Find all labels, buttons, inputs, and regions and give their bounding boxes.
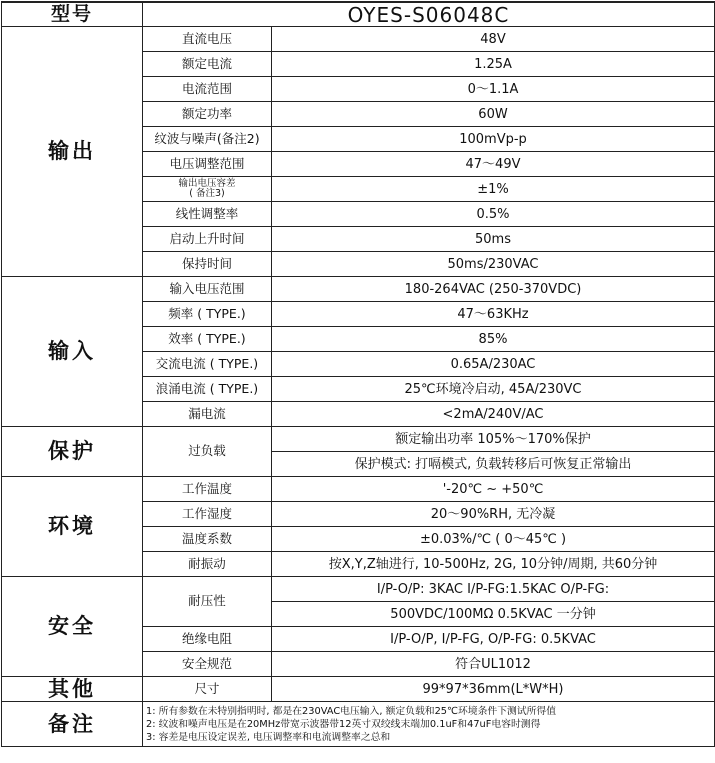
note-1: 1: 所有参数在未特别指明时, 都是在230VAC电压输入, 额定负载和25℃环境条件下测试所得值: [146, 705, 557, 717]
model-label: 型号: [2, 2, 143, 27]
param-dc-voltage: 直流电压: [143, 27, 272, 52]
category-input: 输入: [2, 277, 143, 427]
param-overload: 过负载: [143, 427, 272, 477]
param-operating-temp: 工作温度: [143, 477, 272, 502]
param-voltage-tolerance: [143, 177, 272, 202]
param-safety-standard: 安全规范: [143, 652, 272, 677]
category-output: 输出: [2, 27, 143, 277]
value-rated-power: 60W: [272, 102, 715, 127]
category-protection: 保护: [2, 427, 143, 477]
value-hold-time: 50ms/230VAC: [272, 252, 715, 277]
value-operating-temp: '-20℃ ~ +50℃: [272, 477, 715, 502]
param-current-range: 电流范围: [143, 77, 272, 102]
value-voltage-tolerance: ±1%: [272, 177, 715, 202]
value-insulation-resistance: I/P-O/P, I/P-FG, O/P-FG: 0.5KVAC: [272, 627, 715, 652]
value-ac-current: 0.65A/230AC: [272, 352, 715, 377]
param-voltage-tolerance-line1: 输出电压容差: [178, 178, 236, 189]
param-line-regulation: 线性调整率: [143, 202, 272, 227]
param-operating-humidity: 工作湿度: [143, 502, 272, 527]
value-current-range: 0～1.1A: [272, 77, 715, 102]
spec-table: [1, 1, 715, 747]
value-temp-coefficient: ±0.03%/℃ ( 0～45℃ ): [272, 527, 715, 552]
value-rise-time: 50ms: [272, 227, 715, 252]
value-input-voltage-range: 180-264VAC (250-370VDC): [272, 277, 715, 302]
param-hold-time: 保持时间: [143, 252, 272, 277]
value-safety-standard: 符合UL1012: [272, 652, 715, 677]
value-withstand-voltage-1: I/P-O/P: 3KAC I/P-FG:1.5KAC O/P-FG:: [272, 577, 715, 602]
value-line-regulation: 0.5%: [272, 202, 715, 227]
value-overload-range: 额定输出功率 105%～170%保护: [272, 427, 715, 452]
value-efficiency: 85%: [272, 327, 715, 352]
category-safety: 安全: [2, 577, 143, 677]
model-number: OYES-S06048C: [143, 2, 715, 27]
category-notes: 备注: [2, 702, 143, 747]
param-voltage-tolerance-line2: ( 备注3): [189, 188, 225, 199]
param-efficiency: 效率 ( TYPE.): [143, 327, 272, 352]
param-temp-coefficient: 温度系数: [143, 527, 272, 552]
category-other: 其他: [2, 677, 143, 702]
param-vibration: 耐振动: [143, 552, 272, 577]
param-rated-current: 额定电流: [143, 52, 272, 77]
value-overload-mode: 保护模式: 打嗝模式, 负载转移后可恢复正常输出: [272, 452, 715, 477]
notes-body: [143, 702, 715, 747]
param-rise-time: 启动上升时间: [143, 227, 272, 252]
category-environment: 环境: [2, 477, 143, 577]
param-withstand-voltage: 耐压性: [143, 577, 272, 627]
param-dimensions: 尺寸: [143, 677, 272, 702]
value-vibration: 按X,Y,Z轴进行, 10-500Hz, 2G, 10分钟/周期, 共60分钟: [272, 552, 715, 577]
value-operating-humidity: 20～90%RH, 无冷凝: [272, 502, 715, 527]
value-dimensions: 99*97*36mm(L*W*H): [272, 677, 715, 702]
param-inrush-current: 浪涌电流 ( TYPE.): [143, 377, 272, 402]
param-ripple-noise: 纹波与噪声(备注2): [143, 127, 272, 152]
param-frequency: 频率 ( TYPE.): [143, 302, 272, 327]
value-leakage-current: <2mA/240V/AC: [272, 402, 715, 427]
value-dc-voltage: 48V: [272, 27, 715, 52]
param-input-voltage-range: 输入电压范围: [143, 277, 272, 302]
param-insulation-resistance: 绝缘电阻: [143, 627, 272, 652]
param-rated-power: 额定功率: [143, 102, 272, 127]
value-rated-current: 1.25A: [272, 52, 715, 77]
note-2: 2: 纹波和噪声电压是在20MHz带宽示波器带12英寸双绞线末端加0.1uF和47uF电容时测得: [146, 718, 541, 730]
param-voltage-adj-range: 电压调整范围: [143, 152, 272, 177]
value-voltage-adj-range: 47～49V: [272, 152, 715, 177]
param-ac-current: 交流电流 ( TYPE.): [143, 352, 272, 377]
value-withstand-voltage-2: 500VDC/100MΩ 0.5KVAC 一分钟: [272, 602, 715, 627]
value-ripple-noise: 100mVp-p: [272, 127, 715, 152]
note-3: 3: 容差是电压设定误差, 电压调整率和电流调整率之总和: [146, 731, 391, 743]
value-frequency: 47～63KHz: [272, 302, 715, 327]
param-leakage-current: 漏电流: [143, 402, 272, 427]
value-inrush-current: 25℃环境冷启动, 45A/230VC: [272, 377, 715, 402]
